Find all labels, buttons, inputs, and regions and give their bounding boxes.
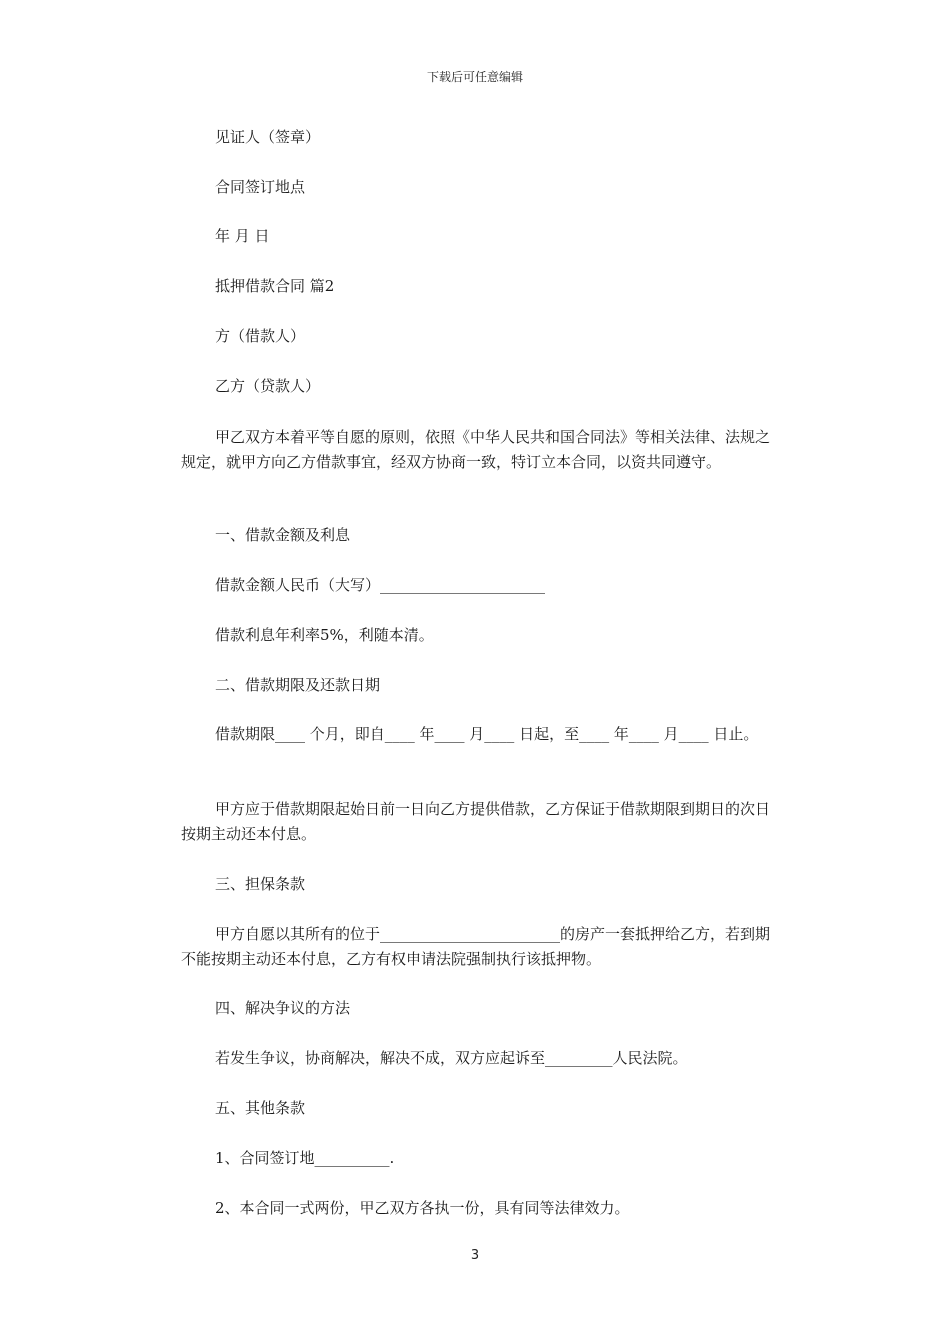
contract-title: 抵押借款合同 篇2	[215, 277, 335, 295]
section-3-title: 三、担保条款	[215, 875, 306, 893]
loan-term-paragraph: 借款期限____ 个月，即自____ 年____ 月____ 日起，至____ 年____ 月____ 日止。	[215, 725, 759, 743]
other-clause-1: 1、合同签订地__________.	[215, 1149, 395, 1167]
page-number: 3	[470, 1248, 480, 1263]
intro-paragraph: 甲乙双方本着平等自愿的原则，依照《中华人民共和国合同法》等相关法律、法规之规定，就甲方向乙方借款事宜，经双方协商一致，特订立本合同，以资共同遵守。	[181, 428, 771, 471]
loan-amount-line: 借款金额人民币（大写）______________________	[215, 576, 546, 594]
party-b-line: 乙方（贷款人）	[215, 377, 321, 395]
guarantee-paragraph: 甲方自愿以其所有的位于________________________的房产一套抵押给乙方，若到期不能按期主动还本付息，乙方有权申请法院强制执行该抵押物。	[181, 925, 771, 968]
loan-delivery-paragraph: 甲方应于借款期限起始日前一日向乙方提供借款，乙方保证于借款期限到期日的次日按期主动还本付息。	[181, 800, 771, 843]
dispute-line: 若发生争议，协商解决，解决不成，双方应起诉至_________人民法院。	[215, 1049, 688, 1067]
section-2-title: 二、借款期限及还款日期	[215, 676, 381, 694]
interest-line: 借款利息年利率5%，利随本清。	[215, 626, 434, 644]
page-header-note: 下载后可任意编辑	[426, 70, 523, 84]
section-1-title: 一、借款金额及利息	[215, 526, 351, 544]
sign-place-line: 合同签订地点	[215, 178, 306, 196]
party-a-line: 方（借款人）	[215, 327, 306, 345]
witness-line: 见证人（签章）	[215, 128, 321, 146]
section-5-title: 五、其他条款	[215, 1099, 306, 1117]
section-4-title: 四、解决争议的方法	[215, 999, 351, 1017]
date-line: 年 月 日	[215, 227, 270, 245]
other-clause-2: 2、本合同一式两份，甲乙双方各执一份，具有同等法律效力。	[215, 1199, 630, 1217]
